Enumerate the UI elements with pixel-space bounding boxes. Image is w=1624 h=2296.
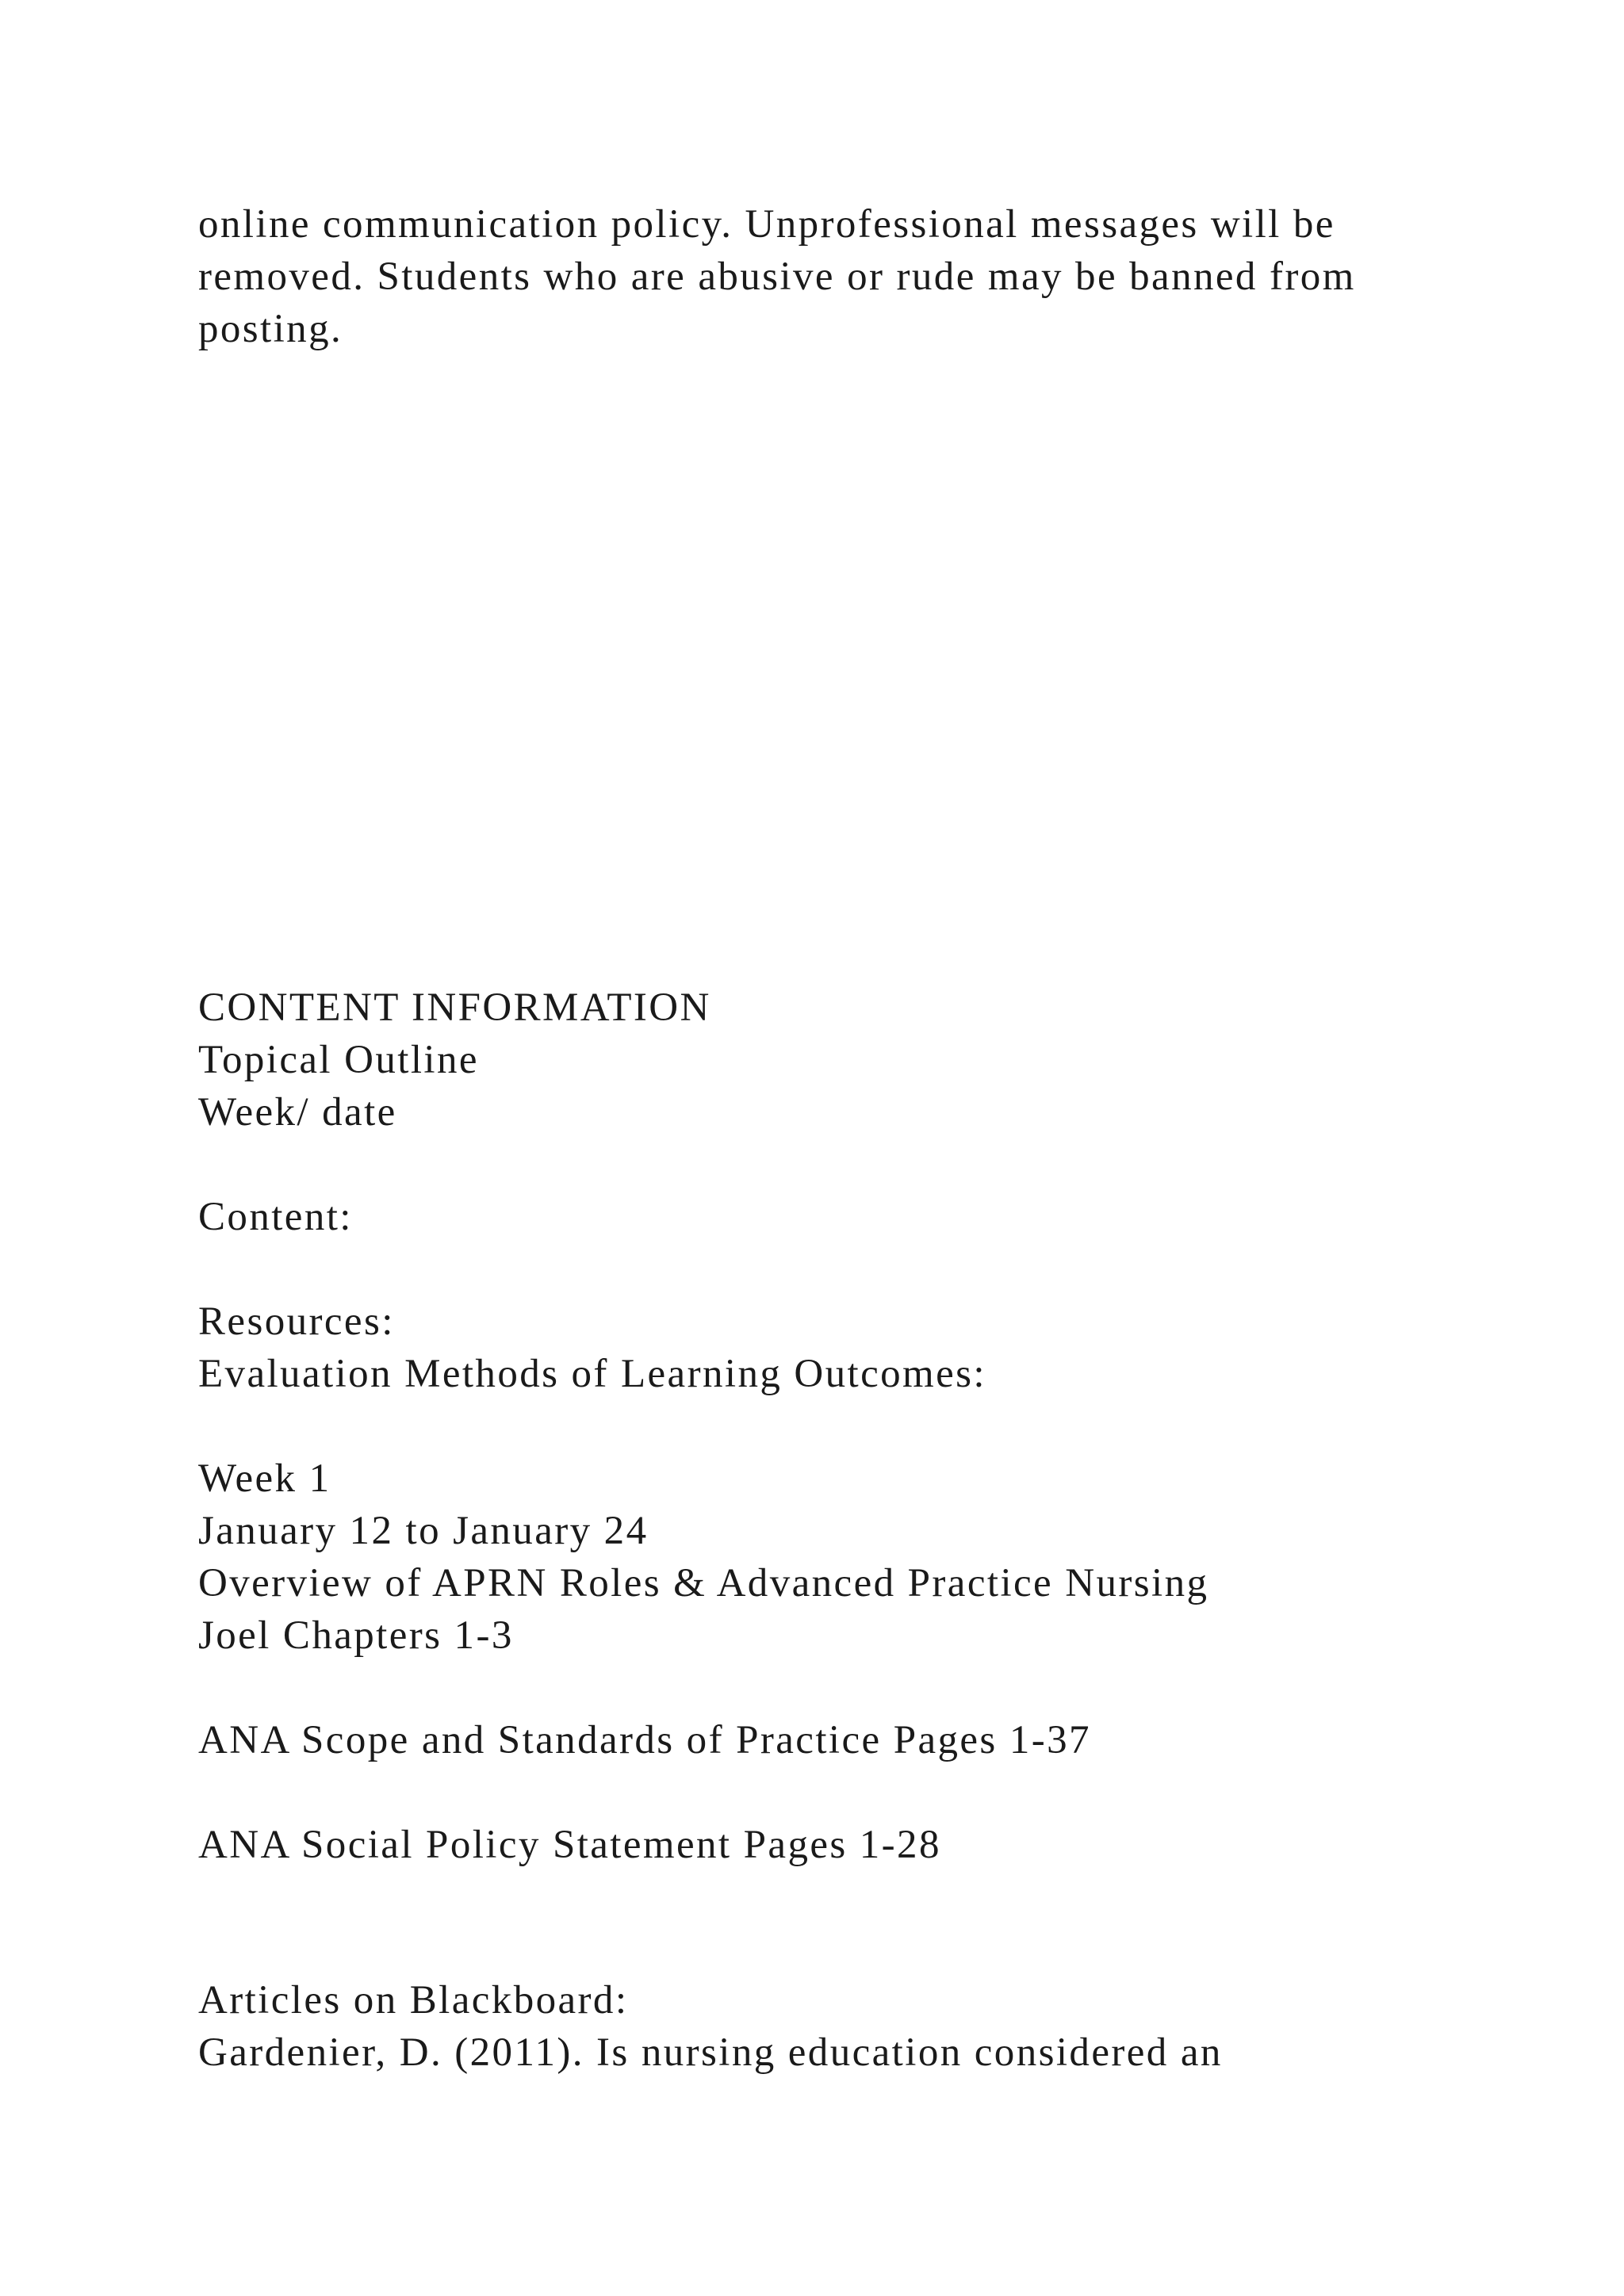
week-dates: January 12 to January 24 [198, 1509, 649, 1553]
outline-title: Topical Outline [198, 1038, 479, 1082]
articles-heading: Articles on Blackboard: [198, 1978, 629, 2022]
policy-text-line-3: posting. [198, 307, 343, 351]
column-resources: Resources: [198, 1299, 395, 1344]
section-heading: CONTENT INFORMATION [198, 985, 711, 1030]
policy-text-line-2: removed. Students who are abusive or rude may be banned from [198, 254, 1356, 299]
policy-text-line-1: online communication policy. Unprofessional messages will be [198, 202, 1335, 247]
resource-joel: Joel Chapters 1-3 [198, 1613, 514, 1658]
week-label: Week 1 [198, 1456, 331, 1501]
week-topic: Overview of APRN Roles & Advanced Practice Nursing [198, 1561, 1209, 1605]
column-content: Content: [198, 1195, 353, 1239]
column-week-date: Week/ date [198, 1090, 397, 1135]
column-evaluation: Evaluation Methods of Learning Outcomes: [198, 1352, 986, 1396]
article-gardenier: Gardenier, D. (2011). Is nursing education considered an [198, 2030, 1223, 2075]
resource-ana-social: ANA Social Policy Statement Pages 1-28 [198, 1823, 941, 1867]
resource-ana-scope: ANA Scope and Standards of Practice Pages 1-37 [198, 1718, 1091, 1762]
